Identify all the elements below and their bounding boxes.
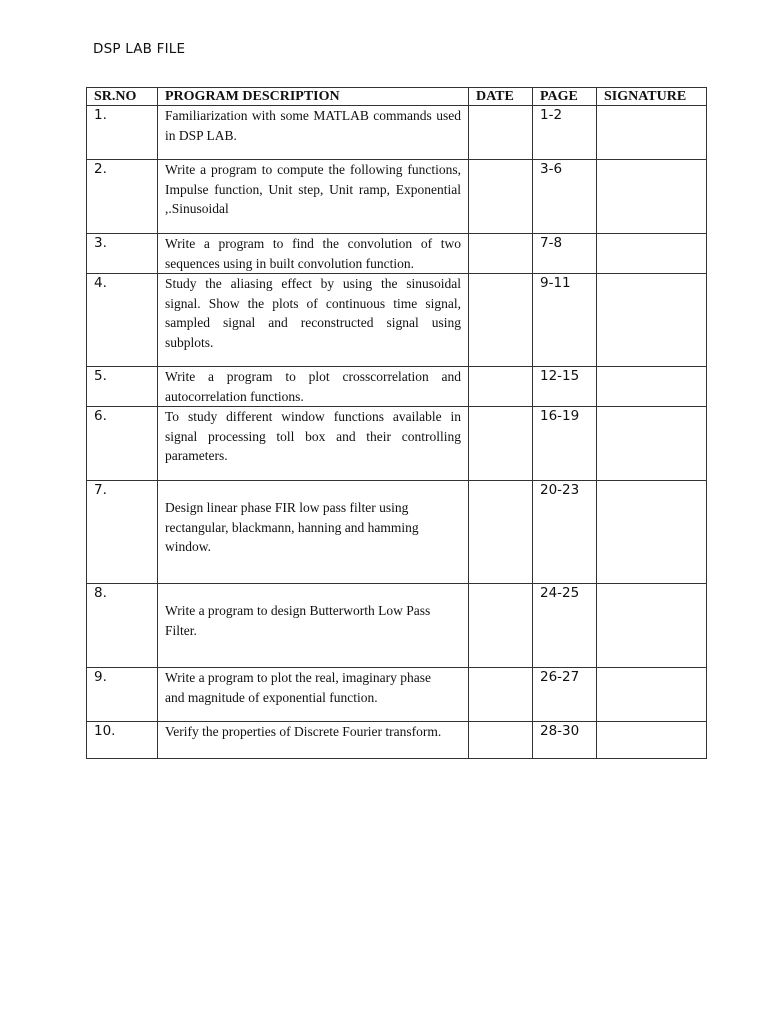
row-signature	[597, 407, 707, 481]
row-description-text: Write a program to find the convolution of two sequences using in built convolution function.	[165, 236, 461, 271]
header-sr-no: SR.NO	[87, 88, 158, 106]
row-page: 16-19	[533, 407, 597, 481]
row-description	[158, 367, 469, 407]
row-sr-no: 1.	[87, 106, 158, 160]
row-description	[158, 668, 469, 722]
table-row	[87, 407, 707, 481]
document-title: DSP LAB FILE	[93, 41, 186, 57]
row-description-text: Design linear phase FIR low pass filter using rectangular, blackmann, hanning and hamming window.	[165, 500, 419, 554]
table-row	[87, 584, 707, 668]
row-description-text: Verify the properties of Discrete Fourier transform.	[165, 724, 442, 739]
row-signature	[597, 367, 707, 407]
row-page: 20-23	[533, 481, 597, 584]
row-sr-no: 7.	[87, 481, 158, 584]
row-signature	[597, 668, 707, 722]
header-page: PAGE	[533, 88, 597, 106]
row-date	[469, 367, 533, 407]
row-signature	[597, 274, 707, 367]
table-row	[87, 106, 707, 160]
row-date	[469, 106, 533, 160]
row-description	[158, 722, 469, 759]
row-page: 9-11	[533, 274, 597, 367]
header-program-description: PROGRAM DESCRIPTION	[158, 88, 469, 106]
table-row	[87, 481, 707, 584]
table-row	[87, 274, 707, 367]
row-date	[469, 584, 533, 668]
table-row	[87, 160, 707, 234]
table-row	[87, 668, 707, 722]
header-signature: SIGNATURE	[597, 88, 707, 106]
row-date	[469, 722, 533, 759]
row-date	[469, 407, 533, 481]
row-sr-no: 8.	[87, 584, 158, 668]
row-description-text: Familiarization with some MATLAB commands used in DSP LAB.	[165, 108, 461, 143]
row-sr-no: 10.	[87, 722, 158, 759]
row-page: 26-27	[533, 668, 597, 722]
row-signature	[597, 234, 707, 274]
row-page: 24-25	[533, 584, 597, 668]
row-description-text: Write a program to compute the following functions, Impulse function, Unit step, Unit ramp, Exponential ,.Sinusoidal	[165, 162, 461, 216]
program-index-table	[86, 87, 707, 759]
row-signature	[597, 722, 707, 759]
row-date	[469, 234, 533, 274]
row-page: 28-30	[533, 722, 597, 759]
row-description-text: To study different window functions available in signal processing toll box and their controlling parameters.	[165, 409, 461, 463]
row-date	[469, 274, 533, 367]
row-description	[158, 584, 469, 668]
row-date	[469, 668, 533, 722]
row-page: 3-6	[533, 160, 597, 234]
row-date	[469, 160, 533, 234]
row-description	[158, 407, 469, 481]
row-sr-no: 6.	[87, 407, 158, 481]
table-row	[87, 234, 707, 274]
row-description	[158, 234, 469, 274]
header-date: DATE	[469, 88, 533, 106]
row-sr-no: 3.	[87, 234, 158, 274]
row-description	[158, 481, 469, 584]
row-description-text: Write a program to design Butterworth Low Pass Filter.	[165, 603, 431, 638]
table-header-row	[87, 88, 707, 106]
row-sr-no: 2.	[87, 160, 158, 234]
row-page: 1-2	[533, 106, 597, 160]
table-row	[87, 722, 707, 759]
row-signature	[597, 584, 707, 668]
row-description-text: Write a program to plot crosscorrelation and autocorrelation functions.	[165, 369, 461, 404]
row-description-text: Write a program to plot the real, imaginary phase and magnitude of exponential function.	[165, 670, 431, 705]
row-description	[158, 160, 469, 234]
row-description	[158, 274, 469, 367]
row-sr-no: 5.	[87, 367, 158, 407]
row-description	[158, 106, 469, 160]
row-description-text: Study the aliasing effect by using the sinusoidal signal. Show the plots of continuous time signal, sampled signal and reconstructed signal using subplots.	[165, 276, 461, 350]
row-page: 7-8	[533, 234, 597, 274]
row-page: 12-15	[533, 367, 597, 407]
row-sr-no: 4.	[87, 274, 158, 367]
row-signature	[597, 481, 707, 584]
row-signature	[597, 106, 707, 160]
row-date	[469, 481, 533, 584]
table-row	[87, 367, 707, 407]
row-signature	[597, 160, 707, 234]
row-sr-no: 9.	[87, 668, 158, 722]
